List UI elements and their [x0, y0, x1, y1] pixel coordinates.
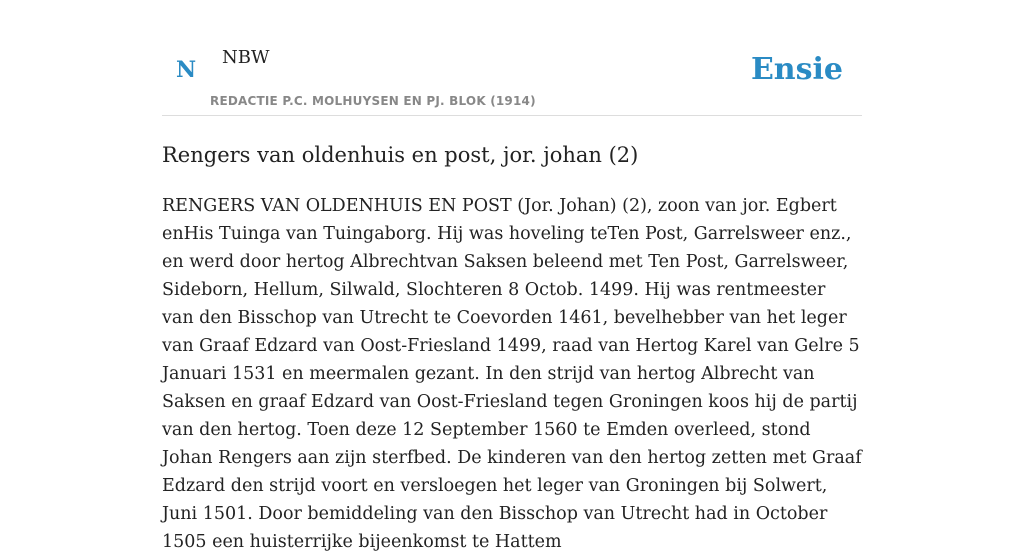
- source-name[interactable]: NBW: [222, 47, 270, 68]
- header-divider: [162, 115, 862, 116]
- source-logo-icon[interactable]: N: [176, 57, 197, 83]
- article-body: RENGERS VAN OLDENHUIS EN POST (Jor. Johan) (2), zoon van jor. Egbert enHis Tuinga van Tuingaborg. Hij was hoveling teTen Post, Garrelsweer enz., en werd door hertog Albrechtvan Saksen beleend met Ten Post, Garrelsweer, Sideborn, Hellum, Silwald, Slochteren 8 Octob. 1499. Hij was rentmeester van den Bisschop van Utrecht te Coevorden 1461, bevelhebber van het leger van Graaf Edzard van Oost-Friesland 1499, raad van Hertog Karel van Gelre 5 Januari 1531 en meermalen gezant. In den strijd van hertog Albrecht van Saksen en graaf Edzard van Oost-Friesland tegen Groningen koos hij de partij van den hertog. Toen deze 12 September 1560 te Emden overleed, stond Johan Rengers aan zijn sterfbed. De kinderen van den hertog zetten met Graaf Edzard den strijd voort en versloegen het leger van Groningen bij Solwert, Juni 1501. Door bemiddeling van den Bisschop van Utrecht had in October 1505 een huisterrijke bijeenkomst te Hattem: [162, 196, 862, 552]
- ensie-logo[interactable]: Ensie: [750, 52, 843, 87]
- editors-credit: REDACTIE P.C. MOLHUYSEN EN PJ. BLOK (1914): [210, 94, 536, 108]
- article-title: Rengers van oldenhuis en post, jor. johan (2): [162, 143, 639, 167]
